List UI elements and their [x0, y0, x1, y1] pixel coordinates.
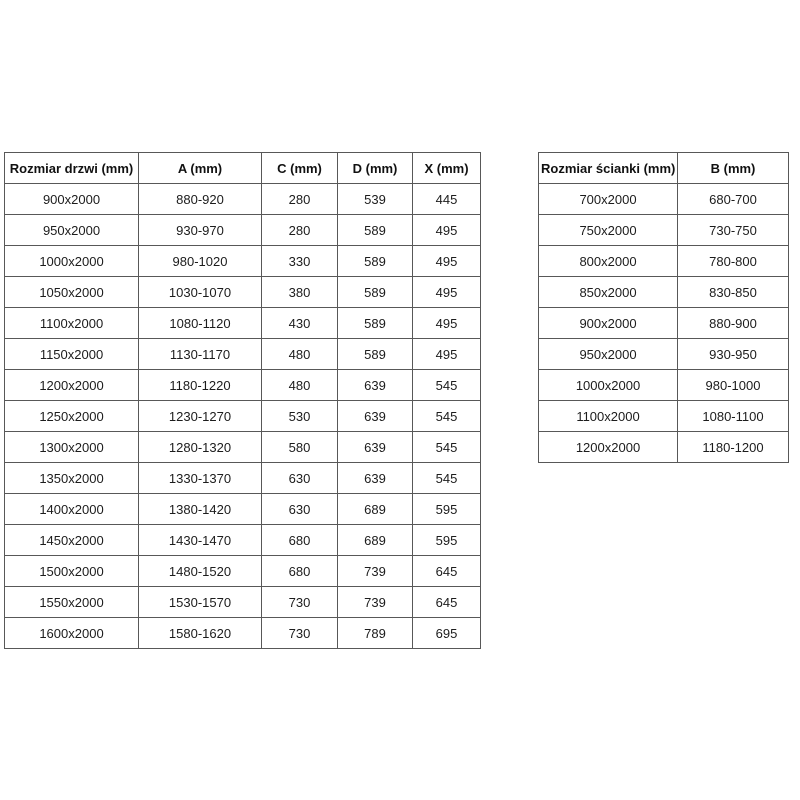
table-cell: 589	[338, 246, 413, 277]
table-row	[5, 556, 481, 587]
table-row	[5, 370, 481, 401]
table-cell: 639	[338, 463, 413, 494]
table-cell: 580	[262, 432, 338, 463]
table-cell: 639	[338, 401, 413, 432]
table-cell: 680-700	[678, 184, 789, 215]
table-row	[5, 277, 481, 308]
table-cell: 645	[413, 556, 481, 587]
table-row	[5, 308, 481, 339]
column-header: Rozmiar drzwi (mm)	[5, 153, 139, 184]
table-row	[539, 339, 789, 370]
table-row	[5, 587, 481, 618]
table-cell: 1480-1520	[139, 556, 262, 587]
table-cell: 330	[262, 246, 338, 277]
table-cell: 1250x2000	[5, 401, 139, 432]
table-row	[5, 463, 481, 494]
column-header: A (mm)	[139, 153, 262, 184]
table-cell: 1580-1620	[139, 618, 262, 649]
table-cell: 780-800	[678, 246, 789, 277]
table-cell: 1450x2000	[5, 525, 139, 556]
table-cell: 595	[413, 494, 481, 525]
table-cell: 589	[338, 308, 413, 339]
table-cell: 480	[262, 370, 338, 401]
table-cell: 380	[262, 277, 338, 308]
table-row	[5, 184, 481, 215]
table-cell: 430	[262, 308, 338, 339]
table-cell: 980-1000	[678, 370, 789, 401]
table-cell: 1600x2000	[5, 618, 139, 649]
table-cell: 1100x2000	[539, 401, 678, 432]
table-cell: 1230-1270	[139, 401, 262, 432]
table-cell: 1400x2000	[5, 494, 139, 525]
table-cell: 645	[413, 587, 481, 618]
table-row	[5, 525, 481, 556]
column-header: Rozmiar ścianki (mm)	[539, 153, 678, 184]
column-header: X (mm)	[413, 153, 481, 184]
table-cell: 1030-1070	[139, 277, 262, 308]
table-cell: 880-900	[678, 308, 789, 339]
table-cell: 1200x2000	[539, 432, 678, 463]
table-row	[5, 432, 481, 463]
table-row	[5, 215, 481, 246]
table-cell: 495	[413, 339, 481, 370]
table-cell: 750x2000	[539, 215, 678, 246]
table-cell: 1350x2000	[5, 463, 139, 494]
table-cell: 930-970	[139, 215, 262, 246]
table-cell: 1180-1220	[139, 370, 262, 401]
table-cell: 1530-1570	[139, 587, 262, 618]
table-row	[539, 370, 789, 401]
table-cell: 480	[262, 339, 338, 370]
table-cell: 630	[262, 463, 338, 494]
table-cell: 689	[338, 525, 413, 556]
table-cell: 1000x2000	[5, 246, 139, 277]
table-cell: 689	[338, 494, 413, 525]
table-row	[539, 401, 789, 432]
table-cell: 950x2000	[539, 339, 678, 370]
table-cell: 589	[338, 215, 413, 246]
table-cell: 1000x2000	[539, 370, 678, 401]
table-cell: 595	[413, 525, 481, 556]
table-cell: 1430-1470	[139, 525, 262, 556]
table-cell: 1300x2000	[5, 432, 139, 463]
table-row	[539, 432, 789, 463]
table-cell: 1050x2000	[5, 277, 139, 308]
table-cell: 630	[262, 494, 338, 525]
table-cell: 730	[262, 587, 338, 618]
table-cell: 730-750	[678, 215, 789, 246]
table-cell: 980-1020	[139, 246, 262, 277]
table-cell: 639	[338, 432, 413, 463]
table-cell: 1200x2000	[5, 370, 139, 401]
table-row	[539, 308, 789, 339]
table-cell: 545	[413, 463, 481, 494]
table-cell: 1100x2000	[5, 308, 139, 339]
table-row	[539, 184, 789, 215]
table-cell: 1380-1420	[139, 494, 262, 525]
table-cell: 800x2000	[539, 246, 678, 277]
table-cell: 1130-1170	[139, 339, 262, 370]
table-cell: 680	[262, 556, 338, 587]
table-cell: 950x2000	[5, 215, 139, 246]
table-cell: 589	[338, 339, 413, 370]
door-sizes-table	[4, 152, 481, 649]
table-cell: 1080-1120	[139, 308, 262, 339]
table-cell: 1500x2000	[5, 556, 139, 587]
table-cell: 680	[262, 525, 338, 556]
table-cell: 639	[338, 370, 413, 401]
column-header: B (mm)	[678, 153, 789, 184]
table-cell: 545	[413, 401, 481, 432]
table-cell: 739	[338, 587, 413, 618]
table-cell: 280	[262, 215, 338, 246]
table-cell: 539	[338, 184, 413, 215]
table-cell: 900x2000	[539, 308, 678, 339]
table-cell: 730	[262, 618, 338, 649]
table-cell: 789	[338, 618, 413, 649]
table-row	[5, 618, 481, 649]
table-cell: 545	[413, 370, 481, 401]
table-cell: 700x2000	[539, 184, 678, 215]
table-cell: 830-850	[678, 277, 789, 308]
table-cell: 930-950	[678, 339, 789, 370]
table-cell: 880-920	[139, 184, 262, 215]
table-cell: 739	[338, 556, 413, 587]
table-row	[5, 494, 481, 525]
table-cell: 695	[413, 618, 481, 649]
table-cell: 1330-1370	[139, 463, 262, 494]
table-row	[539, 246, 789, 277]
table-row	[539, 215, 789, 246]
table-cell: 900x2000	[5, 184, 139, 215]
table-cell: 495	[413, 246, 481, 277]
table-row	[5, 246, 481, 277]
table-row	[5, 339, 481, 370]
table-cell: 495	[413, 215, 481, 246]
wall-sizes-table	[538, 152, 789, 463]
table-cell: 530	[262, 401, 338, 432]
table-cell: 1080-1100	[678, 401, 789, 432]
header-row	[539, 153, 789, 184]
column-header: D (mm)	[338, 153, 413, 184]
table-cell: 445	[413, 184, 481, 215]
table-cell: 589	[338, 277, 413, 308]
table-cell: 280	[262, 184, 338, 215]
table-row	[539, 277, 789, 308]
column-header: C (mm)	[262, 153, 338, 184]
table-cell: 1150x2000	[5, 339, 139, 370]
table-row	[5, 401, 481, 432]
table-cell: 1550x2000	[5, 587, 139, 618]
header-row	[5, 153, 481, 184]
table-cell: 1280-1320	[139, 432, 262, 463]
table-cell: 545	[413, 432, 481, 463]
table-cell: 495	[413, 277, 481, 308]
table-cell: 850x2000	[539, 277, 678, 308]
table-cell: 1180-1200	[678, 432, 789, 463]
table-cell: 495	[413, 308, 481, 339]
